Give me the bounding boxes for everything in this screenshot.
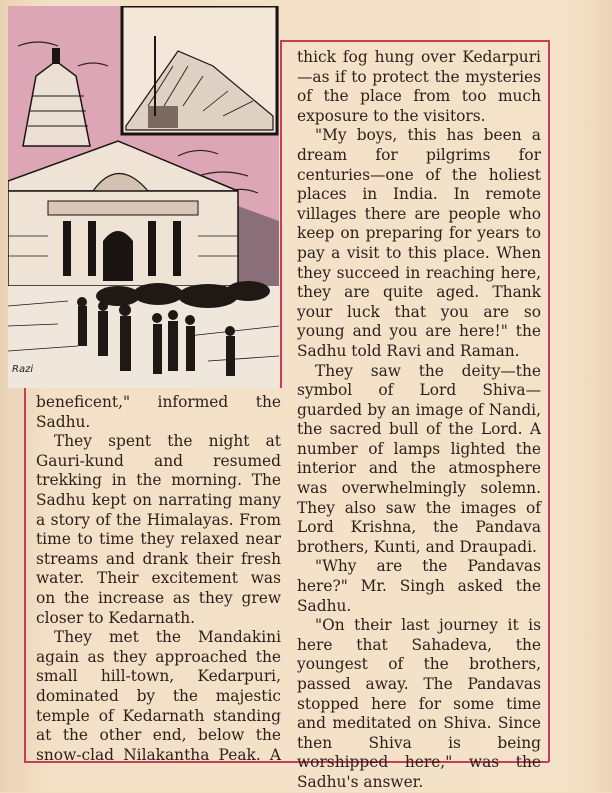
frame-top-line — [280, 40, 549, 42]
frame-right-line — [548, 40, 550, 762]
frame-left-line — [24, 388, 26, 762]
right-paragraph-3: They saw the deity—the symbol of Lord Shiva—guarded by an image of Nandi, the sacred bull of the Lord. A number of lamps lighted the interior and the atmosphere was overwhelmingly solemn. They also saw the images of Lord Krishna, the Pandava brothers, Kunti, and Draupadi. — [297, 361, 541, 556]
right-paragraph-1: thick fog hung over Kedarpuri—as if to protect the mysteries of the place from too much exposure to the visitors. — [297, 48, 541, 125]
left-paragraph-2: They spent the night at Gauri-kund and resumed trekking in the morning. The Sadhu kept on narrating many a story of the Himalayas. From time to time they relaxed near streams and drank their fresh water. Their excitement was on the increase as they grew closer to Kedarnath. — [36, 432, 281, 627]
left-paragraph-3: They met the Mandakini again as they approached the small hill-town, Kedarpuri, dominated by the majestic temple of Kedarnath standing at the other end, below the snow-clad Nilakantha Peak. A — [36, 628, 281, 764]
right-paragraph-5: "On their last journey it is here that Sahadeva, the youngest of the brothers, passed away. The Pandavas stopped here for some time and meditated on Shiva. Since then Shiva is being worshipped here," was the Sadhu's answer. — [297, 616, 541, 791]
right-paragraph-4: "Why are the Pandavas here?" Mr. Singh asked the Sadhu. — [297, 557, 541, 615]
left-text-column — [36, 393, 281, 765]
artist-signature: Razi — [12, 364, 34, 375]
frame-middle-line — [280, 40, 282, 388]
temple-illustration — [8, 6, 279, 388]
right-text-column — [297, 48, 541, 793]
left-paragraph-1: beneficent," informed the Sadhu. — [36, 393, 281, 431]
right-paragraph-2: "My boys, this has been a dream for pilgrims for centuries—one of the holiest places in India. In remote villages there are people who keep on preparing for years to pay a visit to this place. When they succeed in reaching here, they are quite aged. Thank your luck that you are so young and you are here!" the Sadhu told Ravi and Raman. — [297, 126, 541, 360]
